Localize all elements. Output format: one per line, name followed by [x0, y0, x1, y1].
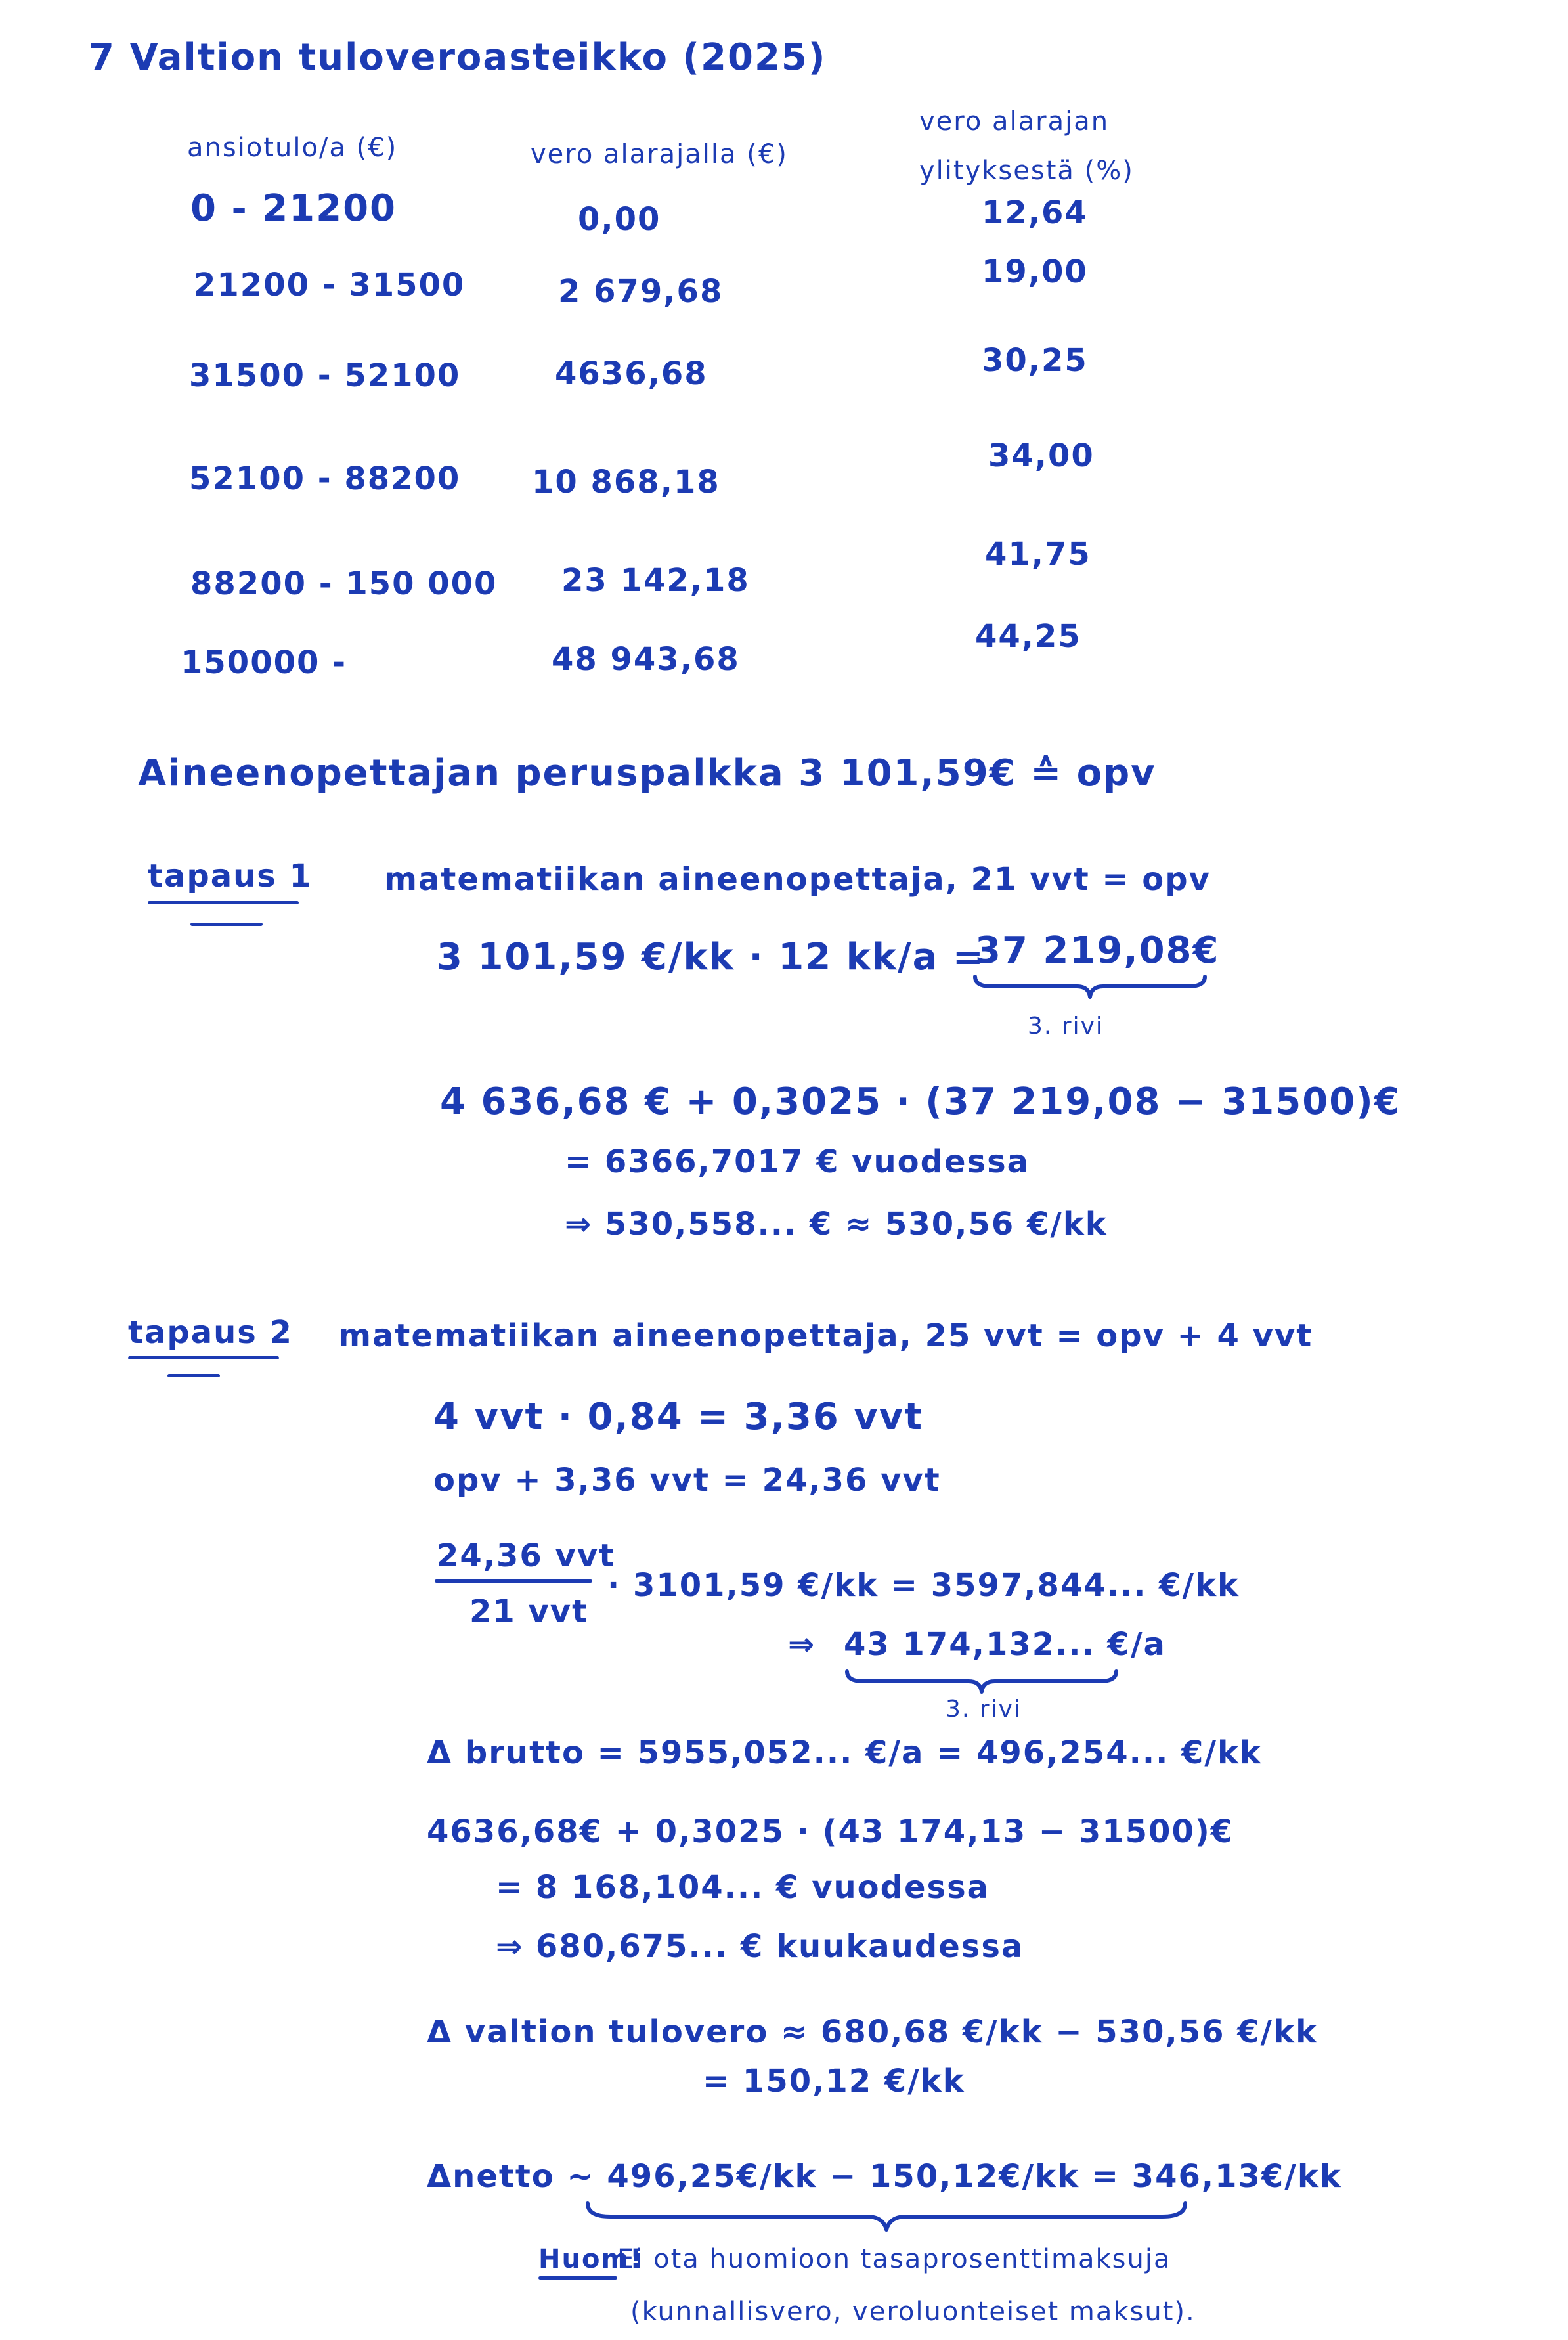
case-1-brace-note: 3. rivi [1028, 1013, 1104, 1040]
page-title: 7 Valtion tuloveroasteikko (2025) [89, 36, 827, 79]
case-2-monthly-salary: · 3101,59 €/kk = 3597,844... €/kk [607, 1567, 1240, 1604]
case-1-description: matematiikan aineenopettaja, 21 vvt = opv [384, 861, 1211, 898]
case-2-tax-delta: Δ valtion tulovero ≈ 680,68 €/kk − 530,56 €/kk [427, 2014, 1318, 2050]
case-2-gross-delta: Δ brutto = 5955,052... €/a = 496,254... €/kk [427, 1734, 1262, 1771]
table-header-rate-line1: vero alarajan [919, 106, 1110, 137]
case-1-annual-calc: 3 101,59 €/kk · 12 kk/a = [437, 936, 985, 979]
note-line-1: Ei ota huomioon tasaprosenttimaksuja [617, 2244, 1171, 2274]
table-cell-tax: 23 142,18 [561, 562, 750, 599]
note-label: Huom! [538, 2244, 643, 2274]
case-2-tax-yearly: = 8 168,104... € vuodessa [496, 1869, 990, 1906]
case-2-hours-conversion: 4 vvt · 0,84 = 3,36 vvt [433, 1396, 924, 1438]
table-cell-income: 52100 - 88200 [189, 460, 461, 497]
case-2-brace [844, 1668, 1120, 1694]
table-cell-income: 150000 - [181, 644, 347, 681]
base-salary-line: Aineenopettajan peruspalkka 3 101,59€ ≙ opv [138, 752, 1156, 795]
case-1-underline [148, 901, 299, 904]
case-2-tax-delta-result: = 150,12 €/kk [703, 2063, 965, 2100]
case-2-tax-formula: 4636,68€ + 0,3025 · (43 174,13 − 31500)€ [427, 1813, 1234, 1850]
table-header-rate-line2: ylityksestä (%) [919, 156, 1134, 186]
case-2-underline-short [167, 1374, 220, 1377]
case-1-annual-result: 37 219,08€ [975, 929, 1220, 972]
case-2-underline [128, 1356, 279, 1359]
table-cell-rate: 41,75 [985, 536, 1091, 573]
table-cell-income: 21200 - 31500 [194, 267, 466, 303]
case-2-net-delta: Δnetto ∼ 496,25€/kk − 150,12€/kk = 346,13€/kk [427, 2158, 1342, 2195]
table-cell-rate: 30,25 [982, 342, 1088, 379]
table-cell-income: 0 - 21200 [190, 187, 397, 230]
table-cell-income: 31500 - 52100 [189, 357, 461, 394]
case-1-tax-monthly: ⇒ 530,558... € ≈ 530,56 €/kk [565, 1206, 1108, 1243]
case-2-annual-salary: 43 174,132... €/a [844, 1626, 1166, 1663]
case-1-tax-yearly: = 6366,7017 € vuodessa [565, 1143, 1030, 1180]
note-label-underline [538, 2276, 617, 2280]
table-header-tax-at-lower-limit: vero alarajalla (€) [531, 139, 788, 169]
table-cell-tax: 10 868,18 [532, 464, 720, 500]
case-1-label: tapaus 1 [148, 858, 313, 894]
table-cell-rate: 12,64 [982, 194, 1088, 231]
table-cell-tax: 2 679,68 [558, 273, 724, 310]
case-1-underline-short [190, 923, 263, 926]
table-header-income: ansiotulo/a (€) [187, 133, 398, 163]
case-2-net-brace [584, 2200, 1188, 2233]
table-cell-rate: 19,00 [982, 254, 1088, 290]
table-cell-tax: 0,00 [578, 201, 661, 238]
case-2-tax-monthly: ⇒ 680,675... € kuukaudessa [496, 1928, 1024, 1965]
case-2-total-hours: opv + 3,36 vvt = 24,36 vvt [433, 1462, 941, 1499]
note-line-2: (kunnallisvero, veroluonteiset maksut). [630, 2297, 1196, 2327]
case-2-fraction-bar [435, 1579, 592, 1583]
case-1-tax-formula: 4 636,68 € + 0,3025 · (37 219,08 − 31500)€ [440, 1080, 1401, 1123]
table-cell-rate: 44,25 [975, 618, 1081, 655]
table-cell-tax: 48 943,68 [552, 641, 740, 678]
table-cell-tax: 4636,68 [555, 355, 708, 392]
case-2-description: matematiikan aineenopettaja, 25 vvt = opv + 4 vvt [338, 1317, 1313, 1354]
case-2-brace-note: 3. rivi [946, 1696, 1022, 1723]
case-1-brace [972, 973, 1208, 1000]
case-2-label: tapaus 2 [128, 1314, 293, 1351]
table-cell-income: 88200 - 150 000 [190, 565, 498, 602]
case-2-fraction-denominator: 21 vvt [469, 1593, 589, 1630]
case-2-fraction-numerator: 24,36 vvt [437, 1537, 616, 1574]
case-2-arrow: ⇒ [788, 1626, 816, 1663]
table-cell-rate: 34,00 [988, 437, 1095, 474]
